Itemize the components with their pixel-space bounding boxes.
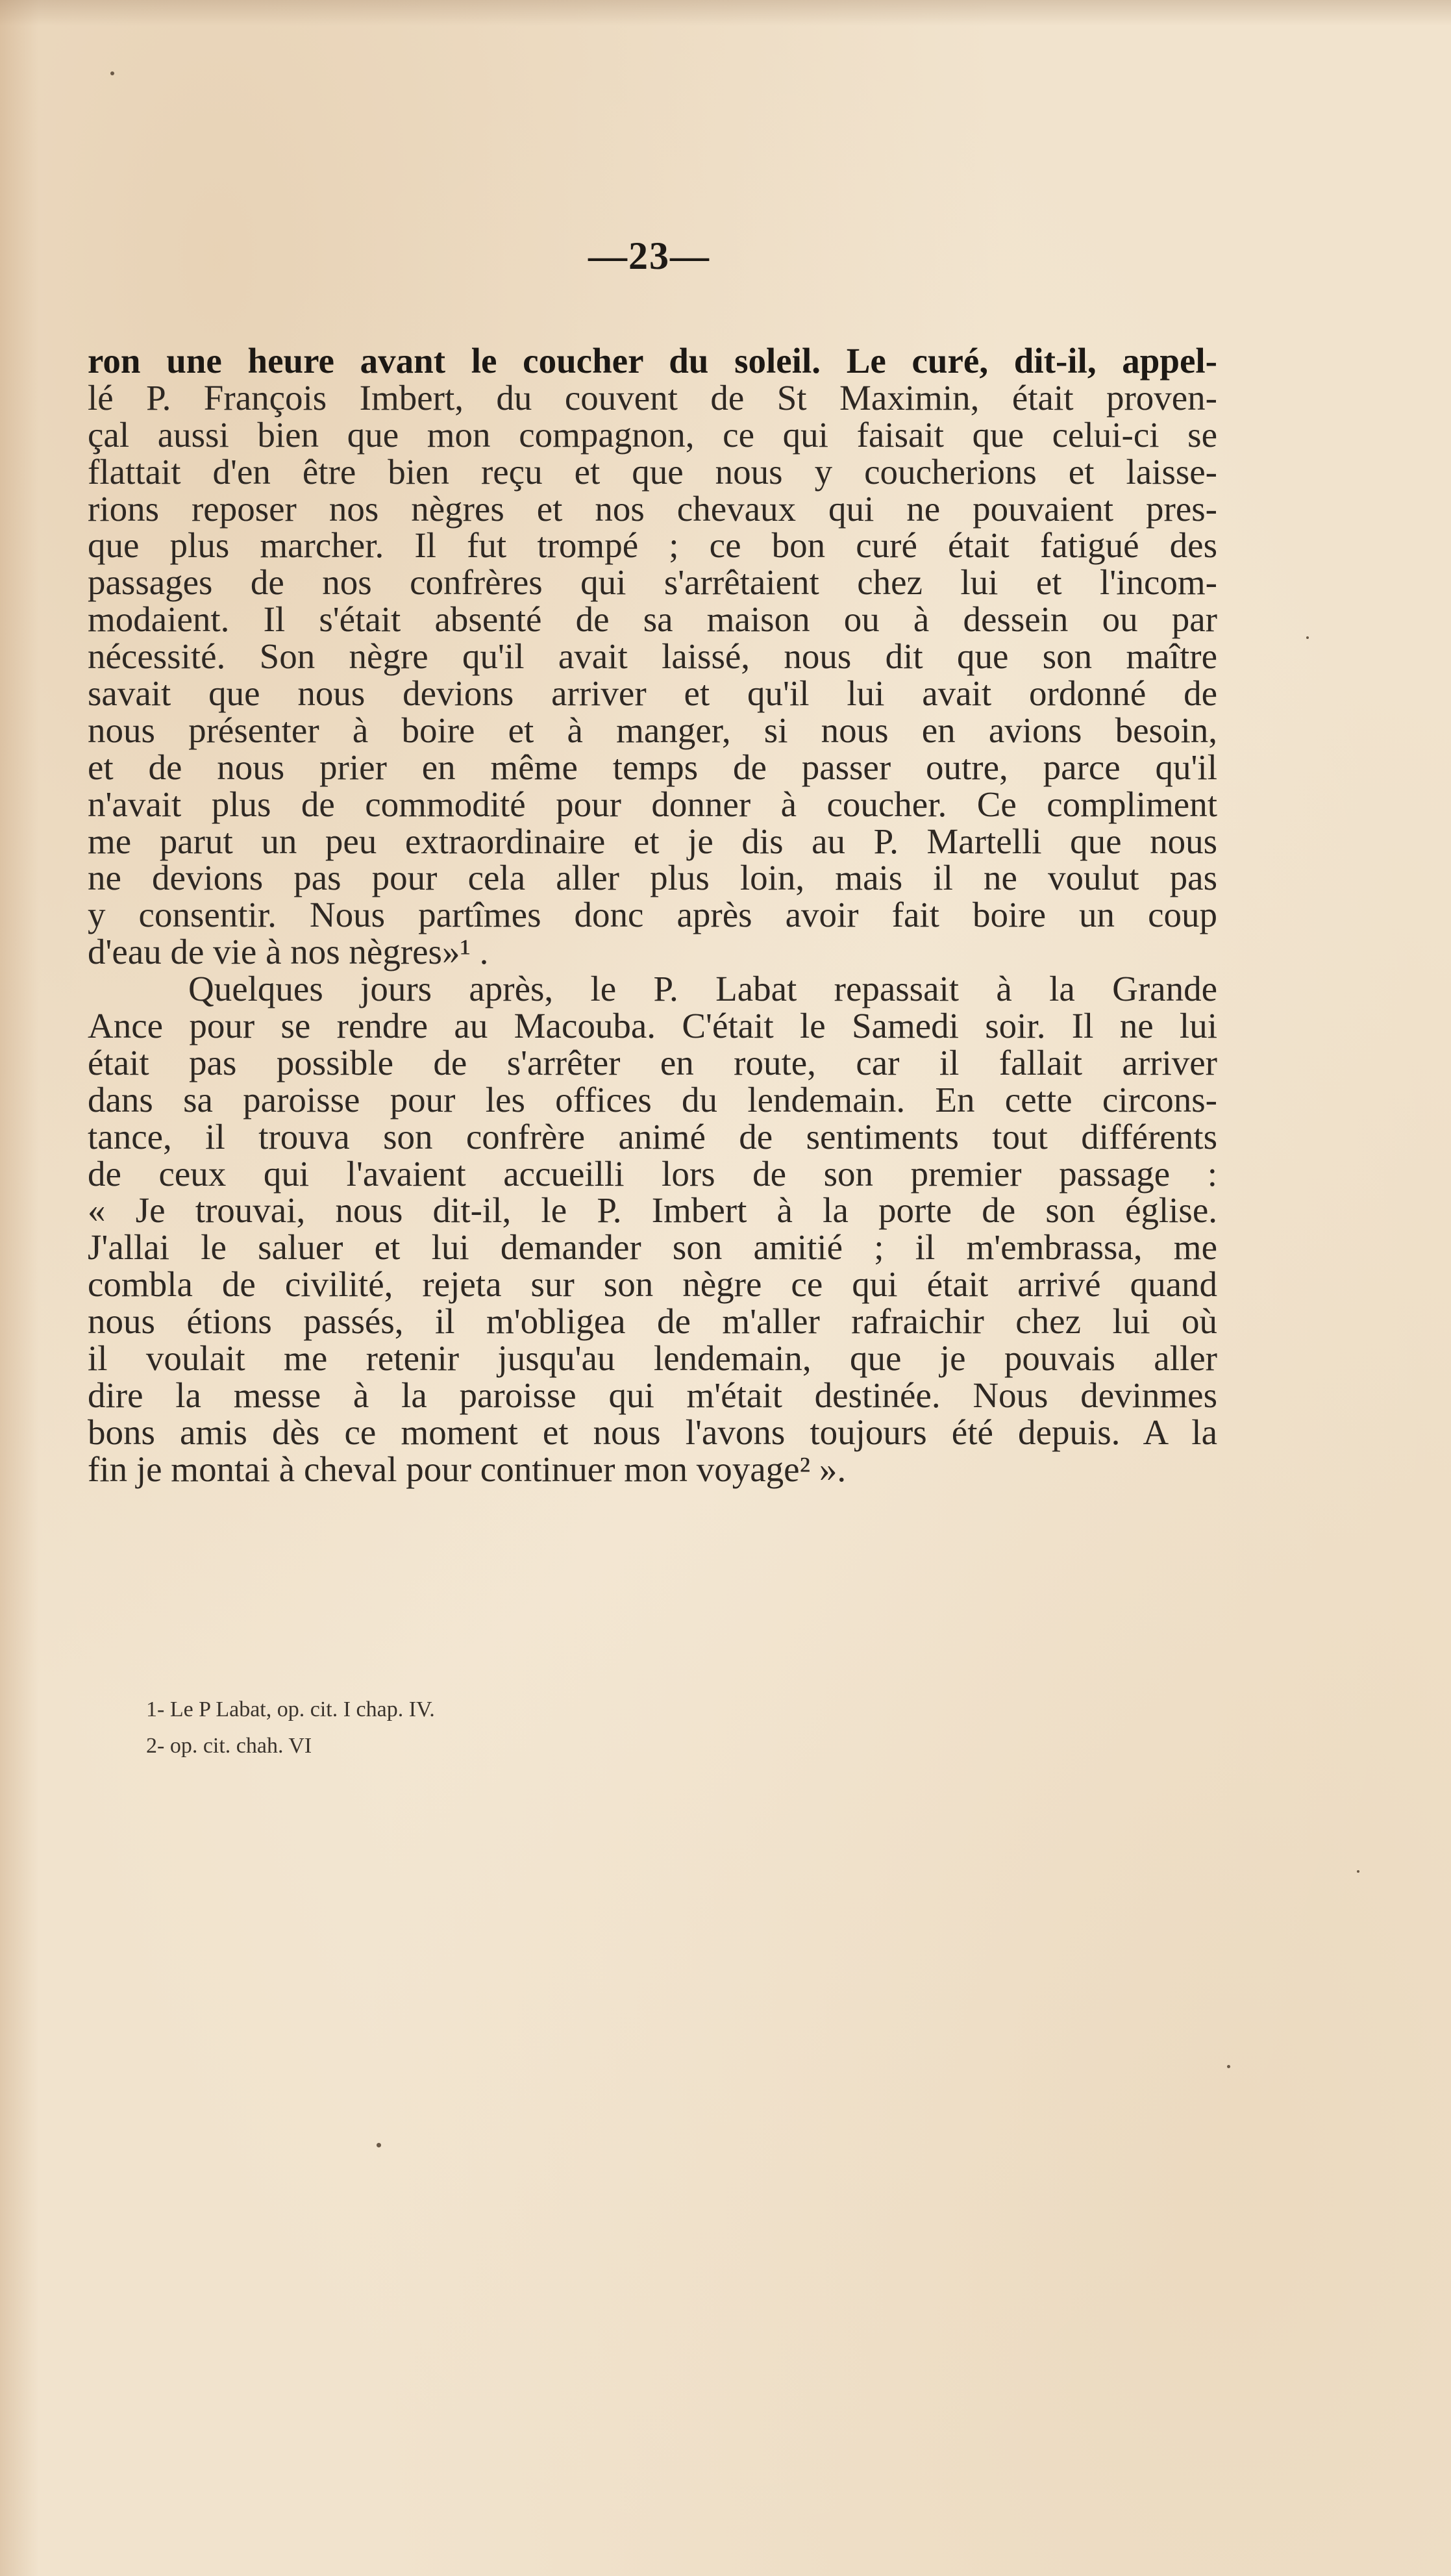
- text-line: dans sa paroisse pour les offices du lendemain. En cette circons-: [88, 1079, 1217, 1119]
- paper-speck: [1357, 1870, 1359, 1873]
- text-line: dire la messe à la paroisse qui m'était destinée. Nous devinmes: [88, 1375, 1217, 1415]
- body-text: [88, 343, 1217, 1488]
- text-line: que plus marcher. Il fut trompé ; ce bon curé était fatigué des: [88, 525, 1217, 566]
- text-line: et de nous prier en même temps de passer outre, parce qu'il: [88, 747, 1217, 787]
- text-line: Ance pour se rendre au Macouba. C'était le Samedi soir. Il ne lui: [88, 1006, 1217, 1046]
- footnotes: [146, 1692, 925, 1764]
- text-line: tance, il trouva son confrère animé de sentiments tout différents: [88, 1116, 1217, 1157]
- text-line: nous étions passés, il m'obligea de m'aller rafraichir chez lui où: [88, 1301, 1217, 1342]
- paper-speck: [1227, 2065, 1230, 2068]
- footnote: 2- op. cit. chah. VI: [146, 1734, 312, 1758]
- paper-speck: [1306, 636, 1309, 639]
- text-line: nécessité. Son nègre qu'il avait laissé, nous dit que son maître: [88, 636, 1217, 677]
- text-line: çal aussi bien que mon compagnon, ce qui faisait que celui-ci se: [88, 414, 1217, 455]
- text-line: ron une heure avant le coucher du soleil. Le curé, dit-il, appel-: [88, 341, 1217, 381]
- text-line: fin je montai à cheval pour continuer mon voyage² ».: [88, 1449, 847, 1489]
- text-line: Quelques jours après, le P. Labat repassait à la Grande: [188, 969, 1217, 1009]
- page-top-shadow: [0, 0, 1451, 26]
- text-line: de ceux qui l'avaient accueilli lors de son premier passage :: [88, 1153, 1217, 1194]
- text-line: flattait d'en être bien reçu et que nous y coucherions et laisse-: [88, 451, 1217, 492]
- text-line: nous présenter à boire et à manger, si nous en avions besoin,: [88, 710, 1217, 750]
- text-line: savait que nous devions arriver et qu'il lui avait ordonné de: [88, 673, 1217, 714]
- text-line: combla de civilité, rejeta sur son nègre ce qui était arrivé quand: [88, 1264, 1217, 1305]
- text-line: lé P. François Imbert, du couvent de St Maximin, était proven-: [88, 377, 1217, 418]
- text-line: modaient. Il s'était absenté de sa maison ou à dessein ou par: [88, 599, 1217, 640]
- text-line: il voulait me retenir jusqu'au lendemain, que je pouvais aller: [88, 1338, 1217, 1379]
- footnote: 1- Le P Labat, op. cit. I chap. IV.: [146, 1697, 435, 1721]
- text-line: y consentir. Nous partîmes donc après avoir fait boire un coup: [88, 895, 1217, 935]
- paper-speck: [110, 71, 114, 75]
- text-line: d'eau de vie à nos nègres»¹ .: [88, 932, 489, 972]
- page-number: —23—: [588, 234, 710, 277]
- paper-speck: [377, 2143, 381, 2147]
- text-line: « Je trouvai, nous dit-il, le P. Imbert à la porte de son église.: [88, 1190, 1217, 1231]
- text-line: passages de nos confrères qui s'arrêtaient chez lui et l'incom-: [88, 562, 1217, 603]
- text-line: J'allai le saluer et lui demander son amitié ; il m'embrassa, me: [88, 1227, 1217, 1268]
- text-line: n'avait plus de commodité pour donner à coucher. Ce compliment: [88, 784, 1217, 824]
- text-line: rions reposer nos nègres et nos chevaux qui ne pouvaient pres-: [88, 488, 1217, 529]
- text-line: bons amis dès ce moment et nous l'avons toujours été depuis. A la: [88, 1412, 1217, 1452]
- page-edge-shadow: [0, 0, 39, 2576]
- text-line: me parut un peu extraordinaire et je dis au P. Martelli que nous: [88, 821, 1217, 861]
- text-line: était pas possible de s'arrêter en route, car il fallait arriver: [88, 1042, 1217, 1082]
- text-line: ne devions pas pour cela aller plus loin, mais il ne voulut pas: [88, 858, 1217, 898]
